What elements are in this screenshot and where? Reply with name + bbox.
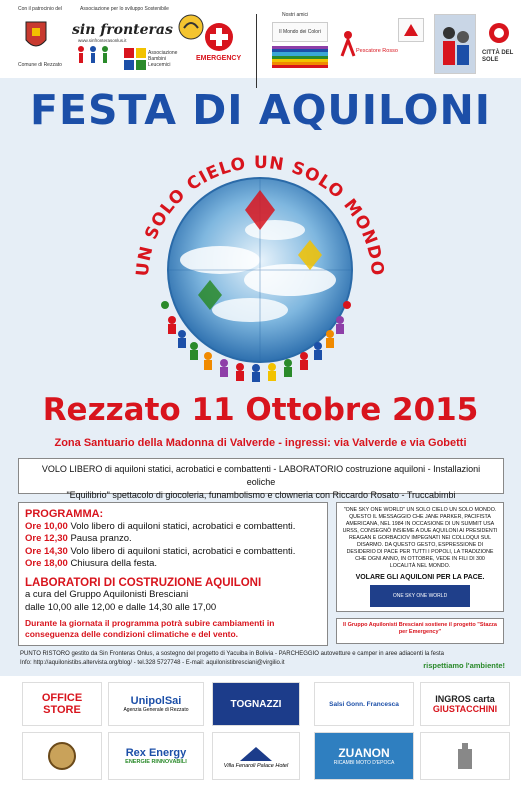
arc-slogan: UN SOLO CIELO UN SOLO MONDO xyxy=(132,152,388,278)
patrons-strip xyxy=(0,0,521,78)
nostri-amici-label: Nostri amici xyxy=(282,12,309,18)
event-date: Rezzato 11 Ottobre 2015 xyxy=(42,392,479,428)
gruppo-text: Il Gruppo Aquilonisti Bresciani sostiene il progetto "Stazza per Emergency" xyxy=(343,622,497,635)
program-item: Ore 10,00 Volo libero di aquiloni statici, acrobatici e combattenti. xyxy=(25,520,296,532)
sponsor-office-store: OFFICE STORE xyxy=(22,682,102,726)
amici-logo-1: Il Mondo dei Colori xyxy=(272,22,328,42)
oneworld-box xyxy=(336,502,504,612)
activities-line-1: VOLO LIBERO di aquiloni statici, acrobatici e combattenti - LABORATORIO costruzione aquiloni - Installazioni eoliche xyxy=(41,464,481,487)
poster-title: FESTA DI AQUILONI xyxy=(29,86,492,134)
rispettiamo-label: rispettiamo l'ambiente! xyxy=(423,661,505,670)
citta-del-sole-label: CITTÀ DEL SOLE xyxy=(482,50,514,63)
footer-line-1: PUNTO RISTORO gestito da Sin Fronteras Onlus, a sostegno del progetto di Yacuiba in Bolivia - PARCHEGGIO autovetture e camper in aree adiacenti la festa xyxy=(20,651,444,657)
gruppo-box xyxy=(336,618,504,644)
program-note: Durante la giornata il programma potrà subire cambiamenti in conseguenza delle condizioni climatiche e del vento. xyxy=(25,618,275,639)
lab-title: LABORATORI DI COSTRUZIONE AQUILONI xyxy=(25,576,262,589)
sponsor-rex-energy: Rex Energy ENERGIE RINNOVABILI xyxy=(108,732,204,780)
program-item: Ore 12,30 Pausa pranzo. xyxy=(25,533,132,544)
cloud xyxy=(245,220,305,240)
sponsor-logo-seal xyxy=(22,732,102,780)
event-location: Zona Santuario della Madonna di Valverde - ingressi: via Valverde e via Gobetti xyxy=(54,437,467,449)
program-box xyxy=(18,502,328,646)
patrocinio-label: Con il patrocinio del xyxy=(18,6,62,12)
amici-photo xyxy=(434,14,476,74)
sponsor-logo-last xyxy=(420,732,510,780)
pescatore-label: Pescatore Rosso xyxy=(356,48,398,54)
comune-label: Comune di Rezzato xyxy=(18,62,62,68)
lab-line-2: dalle 10,00 alle 12,00 e dalle 14,30 alle 17,00 xyxy=(25,601,217,613)
people-figures-icon xyxy=(76,44,110,66)
lab-line-1: a cura del Gruppo Aquilonisti Bresciani xyxy=(25,589,189,600)
sponsor-villa: Villa Fenaroli Palace Hotel xyxy=(212,732,300,780)
amici-logo-3 xyxy=(398,18,424,42)
sponsor-ingros: INGROS carta GIUSTACCHINI xyxy=(420,682,510,726)
emergency-cross-icon xyxy=(204,22,234,52)
activities-line-2: "Equilibrio" spettacolo di giocoleria, funambolismo e clowneria con Riccardo Rosato - Truccabimbi xyxy=(66,490,456,500)
globe-illustration xyxy=(110,130,410,400)
footer-line-2: Info: http://aquilonistibs.altervista.org/blog/ - tel.328 5727748 - E-mail: aquilonistibresciani@virgilio.it xyxy=(20,660,285,666)
abl-grid-icon xyxy=(124,48,146,70)
program-item: Ore 18,00 Chiusura della festa. xyxy=(25,558,158,569)
volare-text: VOLARE GLI AQUILONI PER LA PACE. xyxy=(355,574,485,581)
associazione-label: Associazione per lo sviluppo Sostenibile xyxy=(80,6,169,12)
seal-icon xyxy=(47,741,77,771)
comune-crest-icon xyxy=(24,18,48,52)
sun-logo-icon xyxy=(484,20,514,46)
oneworld-text: "ONE SKY ONE WORLD" UN SOLO CIELO UN SOLO MONDO. QUESTO IL MESSAGGIO CHE JANE PARKER, PACIFISTA AMERICANA, NEL 1984 IN OCCASIONE DI UN SUMMIT USA URSS, CONSEGNÒ INSIEME A DUE AQUILONI AI PRESIDENTI REAGAN E GORBACIOV IMPEGNATI NEI COLLOQUI SUL DISARMO. DA QUESTO GESTO, ESPRESSIONE DI DESIDERIO DI PACE PER TUTTI I POPOLI, LA TRADIZIONE CHE OGNI ANNO, IN OTTOBRE, VEDE IN FILI DI 300 LOCALITÀ NEL MONDO. xyxy=(342,507,498,569)
sin-fronteras-emblem-icon xyxy=(178,14,204,40)
cloud xyxy=(244,264,336,296)
cloud xyxy=(212,298,288,322)
rainbow-flag-icon xyxy=(272,46,328,68)
program-item: Ore 14,30 Volo libero di aquiloni statici, acrobatici e combattenti. xyxy=(25,545,296,557)
oneworld-logo: ONE SKY ONE WORLD xyxy=(370,585,470,607)
sin-fronteras-url: www.sinfronterasonlus.it xyxy=(78,38,127,43)
emergency-label: EMERGENCY xyxy=(196,55,242,62)
building-icon xyxy=(450,741,480,771)
villa-crest-icon xyxy=(236,743,276,763)
sponsors-strip xyxy=(0,676,521,785)
sin-fronteras-logo: sin fronteras xyxy=(72,22,173,38)
abl-label: Associazione Bambini Leucemici xyxy=(148,50,178,68)
sponsor-zuanon: ZUANON RICAMBI MOTO D'EPOCA xyxy=(314,732,414,780)
activities-box xyxy=(18,458,504,500)
program-title: PROGRAMMA: xyxy=(25,508,104,520)
sponsor-unipolsai: UnipolSai Agenzia Generale di Rezzato xyxy=(108,682,204,726)
sponsor-tognazzi: TOGNAZZI xyxy=(212,682,300,726)
pescatore-figure-icon xyxy=(338,30,358,58)
top-divider xyxy=(256,14,257,88)
sponsor-salsi: Salsi Gonn. Francesca xyxy=(314,682,414,726)
